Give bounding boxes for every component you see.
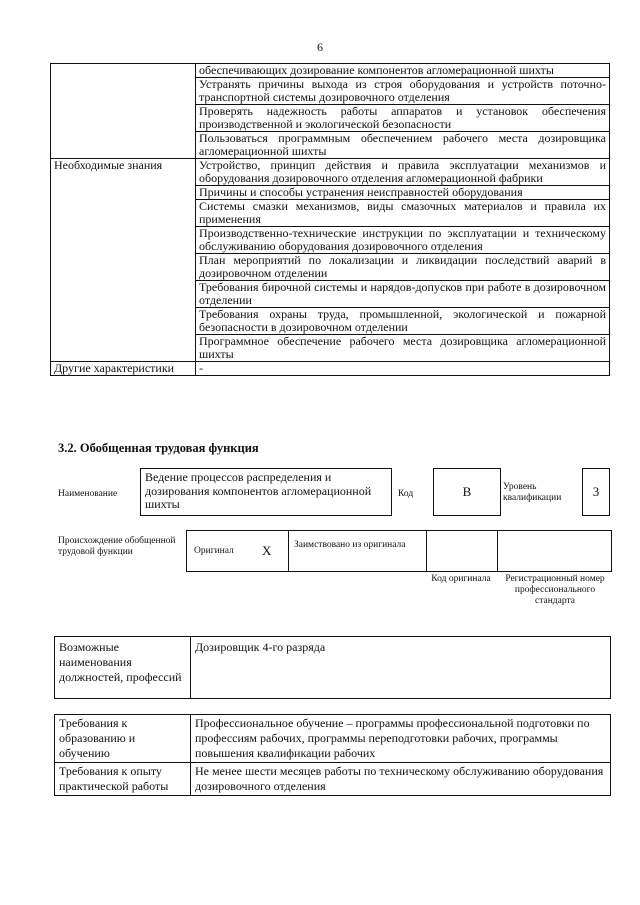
positions-table xyxy=(54,636,611,699)
row-value: Устранять причины выхода из строя оборудования и устройств поточно-транспортной системы дозировочного отделения xyxy=(196,78,610,105)
row-value: Требования бирочной системы и нарядов-допусков при работе в дозировочном отделении xyxy=(196,281,610,308)
original-mark: X xyxy=(262,543,272,558)
row-label xyxy=(51,64,196,159)
original-label: Оригинал xyxy=(194,546,234,556)
reg-caption: Регистрационный номер профессионального стандарта xyxy=(505,574,605,606)
code-box xyxy=(433,468,501,516)
row-value: Пользоваться программным обеспечением рабочего места дозировщика агломерационной шихты xyxy=(196,132,610,159)
table-row xyxy=(55,763,611,796)
table-row xyxy=(55,715,611,763)
level-label: Уровень квалификации xyxy=(503,482,562,503)
row-label: Другие характеристики xyxy=(51,362,196,376)
row-label: Необходимые знания xyxy=(51,159,196,362)
section-title: 3.2. Обобщенная трудовая функция xyxy=(58,441,259,455)
origin-divider-2 xyxy=(426,530,427,572)
requirement-label: Требования к опыту практической работы xyxy=(55,763,191,796)
table-row xyxy=(51,159,610,186)
row-value: Программное обеспечение рабочего места дозировщика агломерационной шихты xyxy=(196,335,610,362)
function-name-box xyxy=(140,468,392,516)
origin-box xyxy=(186,530,612,572)
row-value: Устройство, принцип действия и правила эксплуатации механизмов и оборудования дозировочного отделения агломерационной фабрики xyxy=(196,159,610,186)
positions-value: Дозировщик 4-го разряда xyxy=(191,637,611,699)
positions-label: Возможные наименования должностей, профессий xyxy=(55,637,191,699)
table-row xyxy=(51,362,610,376)
code-value: В xyxy=(462,484,472,499)
requirement-value: Не менее шести месяцев работы по техническому обслуживанию оборудования дозировочного отделения xyxy=(191,763,611,796)
origin-divider-1 xyxy=(288,530,289,572)
requirements-table xyxy=(54,714,611,796)
page-number: 6 xyxy=(317,40,323,54)
row-value: План мероприятий по локализации и ликвидации последствий аварий в дозировочном отделении xyxy=(196,254,610,281)
row-value: Требования охраны труда, промышленной, экологической и пожарной безопасности в дозировочном отделении xyxy=(196,308,610,335)
skills-knowledge-table xyxy=(50,63,610,376)
requirement-value: Профессиональное обучение – программы профессиональной подготовки по профессиям рабочих, программы переподготовки рабочих, программы повышения квалификации рабочих xyxy=(191,715,611,763)
row-value: обеспечивающих дозирование компонентов агломерационной шихты xyxy=(196,64,610,78)
level-box xyxy=(582,468,610,516)
origin-label: Происхождение обобщенной трудовой функции xyxy=(58,536,176,557)
row-value: Причины и способы устранения неисправностей оборудования xyxy=(196,186,610,200)
borrowed-label: Заимствовано из оригинала xyxy=(294,540,406,550)
level-value: 3 xyxy=(592,484,600,499)
row-value: Проверять надежность работы аппаратов и установок обеспечения производственной и экологической безопасности xyxy=(196,105,610,132)
row-value: Производственно-технические инструкции по эксплуатации и техническому обслуживанию оборудования дозировочного отделения xyxy=(196,227,610,254)
requirement-label: Требования к образованию и обучению xyxy=(55,715,191,763)
row-value: Системы смазки механизмов, виды смазочных материалов и правила их применения xyxy=(196,200,610,227)
name-label: Наименование xyxy=(58,489,118,499)
function-name: Ведение процессов распределения и дозирования компонентов агломерационной шихты xyxy=(145,470,372,511)
origin-divider-3 xyxy=(497,530,498,572)
code-caption: Код оригинала xyxy=(431,574,491,584)
code-label: Код xyxy=(398,489,414,499)
row-value: - xyxy=(196,362,610,376)
table-row xyxy=(51,64,610,78)
